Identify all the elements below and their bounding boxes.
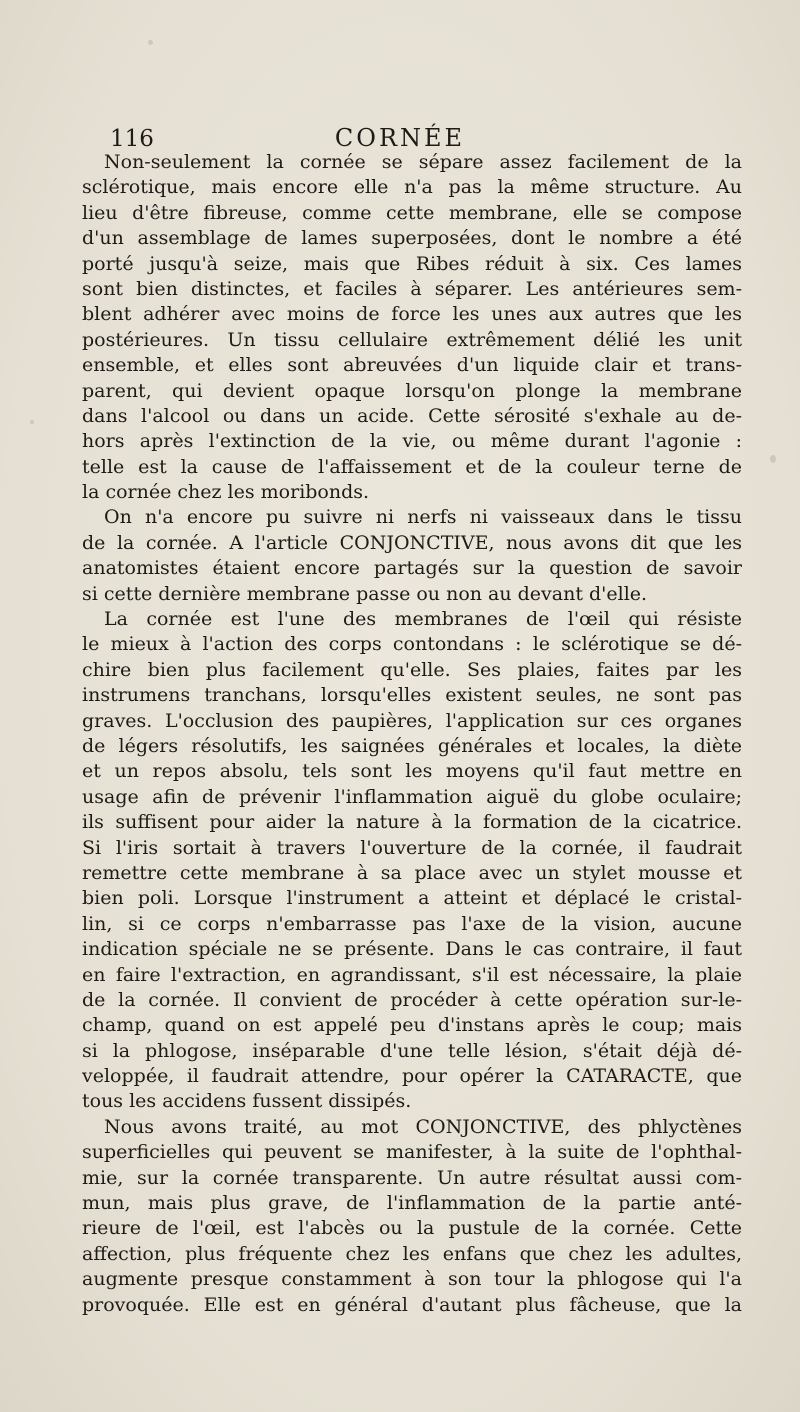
text-line: augmente presque constamment à son tour la phlogose qui l'a	[82, 1268, 742, 1291]
text-line: bien poli. Lorsque l'instrument a atteint et déplacé le cristal-	[82, 887, 742, 910]
text-line: ensemble, et elles sont abreuvées d'un liquide clair et trans-	[82, 354, 742, 377]
text-line: superficielles qui peuvent se manifester, à la suite de l'ophthal-	[82, 1141, 742, 1164]
text-line: d'un assemblage de lames superposées, dont le nombre a été	[82, 227, 742, 250]
text-line: usage afin de prévenir l'inflammation aiguë du globe oculaire;	[82, 785, 742, 808]
text-line: si cette dernière membrane passe ou non au devant d'elle.	[82, 582, 648, 605]
text-line: anatomistes étaient encore partagés sur la question de savoir	[82, 557, 742, 580]
text-line: si la phlogose, inséparable d'une telle lésion, s'était déjà dé-	[82, 1039, 742, 1062]
text-line: telle est la cause de l'affaissement et de la couleur terne de	[82, 455, 742, 478]
text-line: Non-seulement la cornée se sépare assez facilement de la	[104, 151, 742, 173]
text-line: ils suffisent pour aider la nature à la formation de la cicatrice.	[82, 811, 742, 834]
running-title: CORNÉE	[334, 124, 466, 152]
text-line: dans l'alcool ou dans un acide. Cette sérosité s'exhale au de-	[82, 404, 742, 427]
text-line: On n'a encore pu suivre ni nerfs ni vaisseaux dans le tissu	[104, 506, 742, 529]
text-line: mie, sur la cornée transparente. Un autre résultat aussi com-	[82, 1166, 742, 1189]
text-line: rieure de l'œil, est l'abcès ou la pustule de la cornée. Cette	[82, 1217, 742, 1240]
text-line: la cornée chez les moribonds.	[82, 481, 370, 504]
text-line: postérieures. Un tissu cellulaire extrêmement délié les unit	[82, 328, 742, 351]
paper-speck	[30, 420, 34, 424]
text-line: champ, quand on est appelé peu d'instans après le coup; mais	[82, 1014, 742, 1037]
body-text	[82, 150, 742, 1318]
text-line: en faire l'extraction, en agrandissant, s'il est nécessaire, la plaie	[82, 963, 742, 986]
text-line: instrumens tranchans, lorsqu'elles existent seules, ne sont pas	[82, 684, 742, 707]
text-line: le mieux à l'action des corps contondans : le sclérotique se dé-	[82, 633, 742, 656]
text-line: tous les accidens fussent dissipés.	[82, 1090, 412, 1113]
text-line: affection, plus fréquente chez les enfans que chez les adultes,	[82, 1242, 742, 1265]
text-line: lin, si ce corps n'embarrasse pas l'axe de la vision, aucune	[82, 912, 742, 935]
text-line: blent adhérer avec moins de force les unes aux autres que les	[82, 303, 742, 326]
text-line: lieu d'être fibreuse, comme cette membrane, elle se compose	[82, 201, 742, 224]
text-line: mun, mais plus grave, de l'inflammation de la partie anté-	[82, 1192, 742, 1215]
text-line: Nous avons traité, au mot CONJONCTIVE, des phlyctènes	[104, 1115, 742, 1138]
text-line: provoquée. Elle est en général d'autant plus fâcheuse, que la	[82, 1293, 742, 1316]
text-line: et un repos absolu, tels sont les moyens qu'il faut mettre en	[82, 760, 742, 783]
text-line: remettre cette membrane à sa place avec un stylet mousse et	[82, 861, 742, 884]
text-line: sclérotique, mais encore elle n'a pas la même structure. Au	[82, 176, 742, 199]
paper-speck	[770, 455, 776, 463]
page-header	[110, 118, 690, 154]
page-number: 116	[110, 126, 154, 152]
text-line: chire bien plus facilement qu'elle. Ses plaies, faites par les	[82, 658, 742, 681]
text-line: de légers résolutifs, les saignées générales et locales, la diète	[82, 734, 742, 757]
text-line: La cornée est l'une des membranes de l'œil qui résiste	[104, 608, 742, 631]
text-line: Si l'iris sortait à travers l'ouverture de la cornée, il faudrait	[82, 836, 742, 859]
text-line: hors après l'extinction de la vie, ou même durant l'agonie :	[82, 430, 742, 453]
text-line: de la cornée. A l'article CONJONCTIVE, nous avons dit que les	[82, 531, 742, 554]
text-line: veloppée, il faudrait attendre, pour opérer la CATARACTE, que	[82, 1065, 742, 1088]
text-line: indication spéciale ne se présente. Dans le cas contraire, il faut	[82, 938, 742, 961]
text-line: sont bien distinctes, et faciles à séparer. Les antérieures sem-	[82, 277, 742, 300]
text-line: parent, qui devient opaque lorsqu'on plonge la membrane	[82, 379, 742, 402]
text-line: graves. L'occlusion des paupières, l'application sur ces organes	[82, 709, 742, 732]
text-line: porté jusqu'à seize, mais que Ribes réduit à six. Ces lames	[82, 252, 742, 275]
text-line: de la cornée. Il convient de procéder à cette opération sur-le-	[82, 988, 742, 1011]
paper-speck	[148, 40, 153, 45]
